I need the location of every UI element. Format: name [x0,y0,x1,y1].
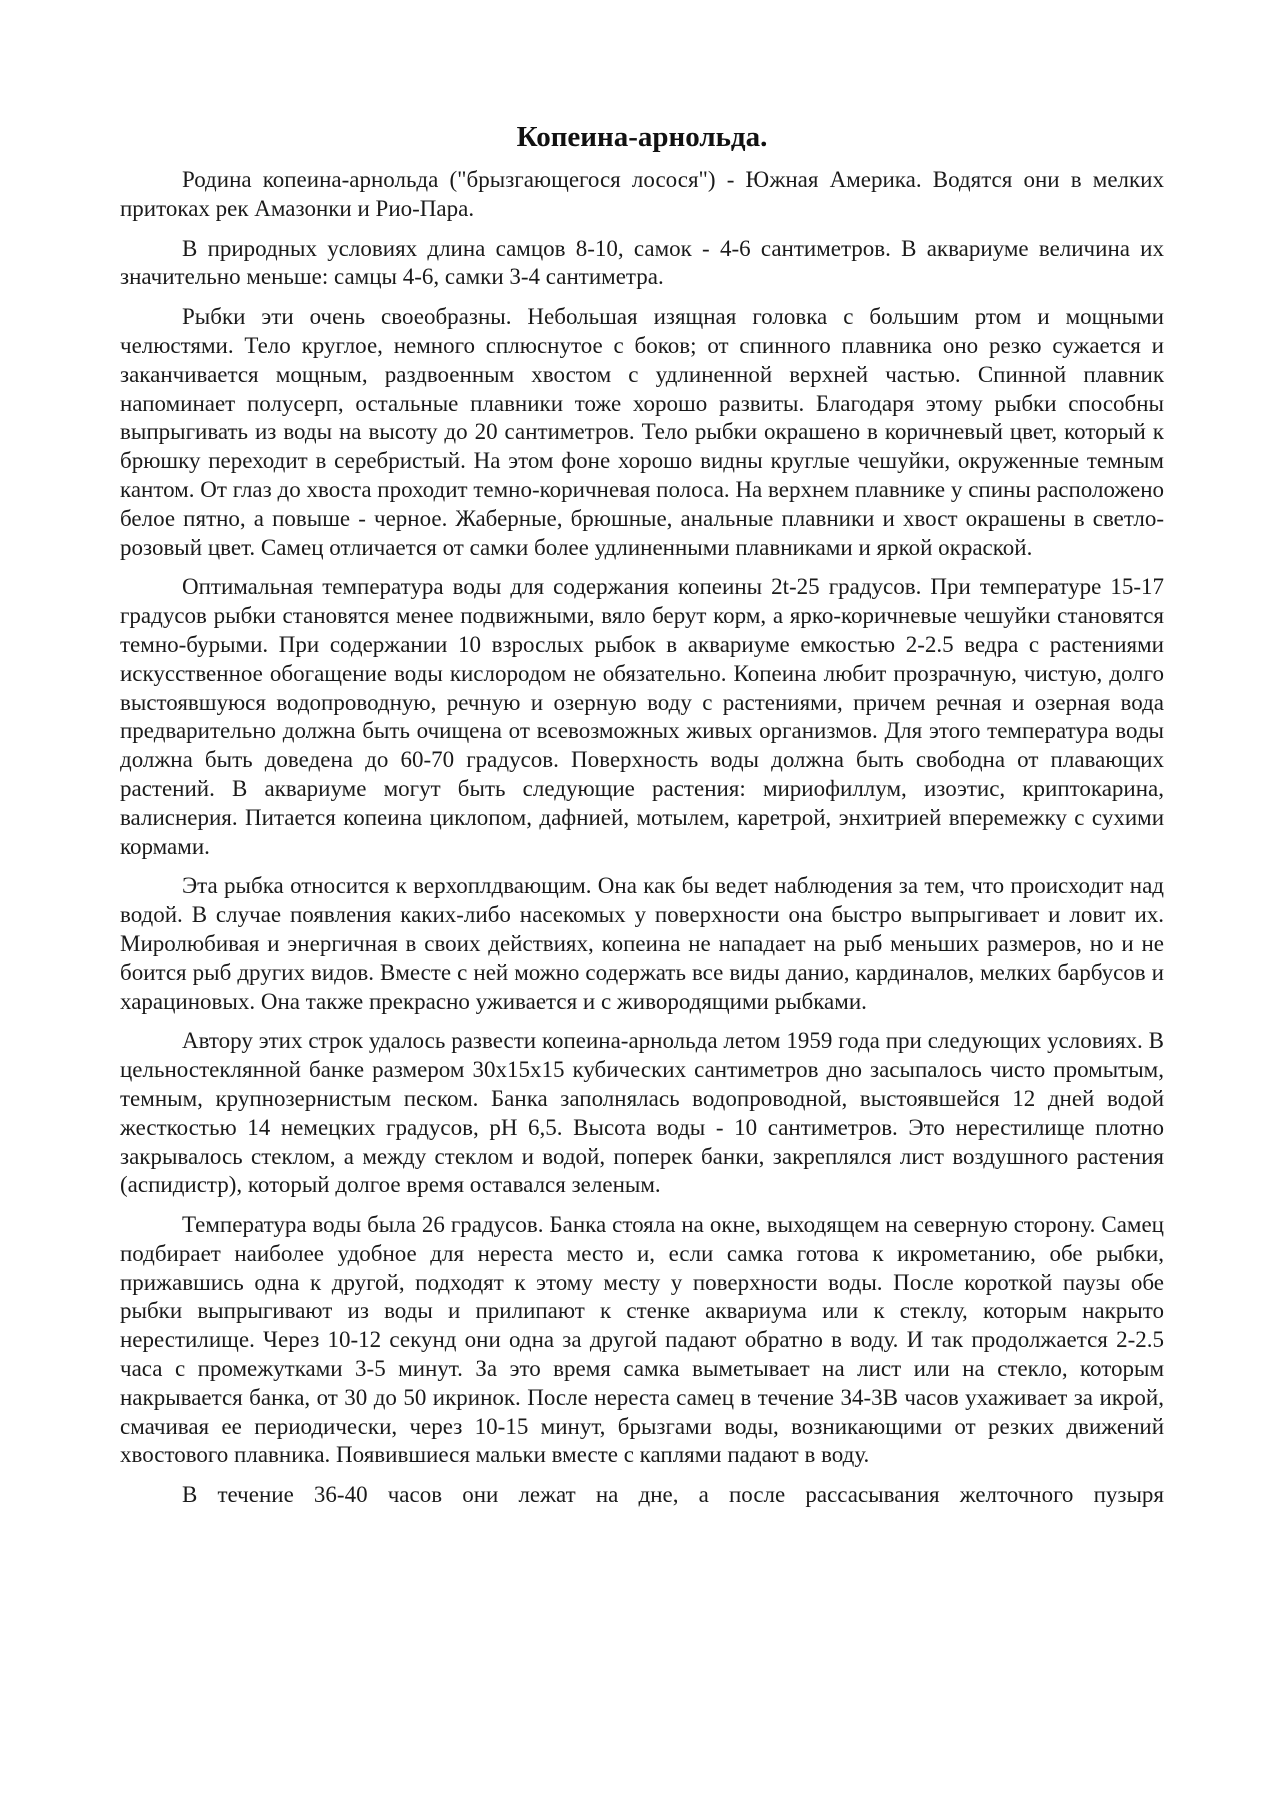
document-page [120,120,1164,1521]
document-title: Копеина-арнольда. [516,121,768,153]
paragraph-appearance: Рыбки эти очень своеобразны. Небольшая изящная головка с большим ртом и мощными челюстями. Тело круглое, немного сплюснутое с боков; от спинного плавника оно резко сужается и заканчивается мощным, раздвоенным хвостом с удлиненной верхней частью. Спинной плавник напоминает полусерп, остальные плавники тоже хорошо развиты. Благодаря этому рыбки способны выпрыгивать из воды на высоту до 20 сантиметров. Тело рыбки окрашено в коричневый цвет, который к брюшку переходит в серебристый. На этом фоне хорошо видны круглые чешуйки, окруженные темным кантом. От глаз до хвоста проходит темно-коричневая полоса. На верхнем плавнике у спины расположено белое пятно, а повыше - черное. Жаберные, брюшные, анальные плавники и хвост окрашены в светло-розовый цвет. Самец отличается от самки более удлиненными плавниками и яркой окраской. [120,304,1164,560]
paragraph-spawning: Температура воды была 26 градусов. Банка стояла на окне, выходящем на северную сторону. Самец подбирает наиболее удобное для нереста место и, если самка готова к икрометанию, обе рыбки, прижавшись одна к другой, подходят к этому месту у поверхности воды. После короткой паузы обе рыбки выпрыгивают из воды и прилипают к стенке аквариума или к стеклу, которым накрыто нерестилище. Через 10-12 секунд они одна за другой падают обратно в воду. И так продолжается 2-2.5 часа с промежутками 3-5 минут. За это время самка выметывает на лист или на стекло, которым накрывается банка, от 30 до 50 икринок. После нереста самец в течение 34-3В часов ухаживает за икрой, смачивая ее периодически, через 10-15 минут, брызгами воды, возникающими от резких движений хвостового плавника. Появившиеся мальки вместе с каплями падают в воду. [120,1212,1164,1468]
paragraph-breeding-setup: Автору этих строк удалось развести копеина-арнольда летом 1959 года при следующих условиях. В цельностеклянной банке размером 30x15x15 кубических сантиметров дно засыпалось чисто промытым, темным, крупнозернистым песком. Банка заполнялась водопроводной, выстоявшейся 12 дней водой жесткостью 14 немецких градусов, pH 6,5. Высота воды - 10 сантиметров. Это нерестилище плотно закрывалось стеклом, а между стеклом и водой, поперек банки, закреплялся лист воздушного растения (аспидистр), который долгое время оставался зеленым. [120,1028,1164,1198]
paragraph-temperature: Оптимальная температура воды для содержания копеины 2t-25 градусов. При температуре 15-17 градусов рыбки становятся менее подвижными, вяло берут корм, а ярко-коричневые чешуйки становятся темно-бурыми. При содержании 10 взрослых рыбок в аквариуме емкостью 2-2.5 ведра с растениями искусственное обогащение воды кислородом не обязательно. Копеина любит прозрачную, чистую, долго выстоявшуюся водопроводную, речную и озерную воду с растениями, причем речная и озерная вода предварительно должна быть очищена от всевозможных живых организмов. Для этого температура воды должна быть доведена до 60-70 градусов. Поверхность воды должна быть свободна от плавающих растений. В аквариуме могут быть следующие растения: мириофиллум, изоэтис, криптокарина, валиснерия. Питается копеина циклопом, дафнией, мотылем, каретрой, энхитрией вперемежку с сухими кормами. [120,574,1164,859]
paragraph-size: В природных условиях длина самцов 8-10, самок - 4-6 сантиметров. В аквариуме величина их значительно меньше: самцы 4-6, самки 3-4 сантиметра. [120,235,1164,290]
paragraph-fry: В течение 36-40 часов они лежат на дне, а после рассасывания желточного пузыря [182,1482,1164,1508]
paragraph-homeland: Родина копеина-арнольда ("брызгающегося лосося") - Южная Америка. Водятся они в мелких притоках рек Амазонки и Рио-Пара. [120,167,1164,221]
paragraph-behavior: Эта рыбка относится к верхоплдвающим. Она как бы ведет наблюдения за тем, что происходит над водой. В случае появления каких-либо насекомых у поверхности она быстро выпрыгивает и ловит их. Миролюбивая и энергичная в своих действиях, копеина не нападает на рыб меньших размеров, но и не боится рыб других видов. Вместе с ней можно содержать все виды данио, кардиналов, мелких барбусов и харациновых. Она также прекрасно уживается и с живородящими рыбками. [120,873,1164,1014]
